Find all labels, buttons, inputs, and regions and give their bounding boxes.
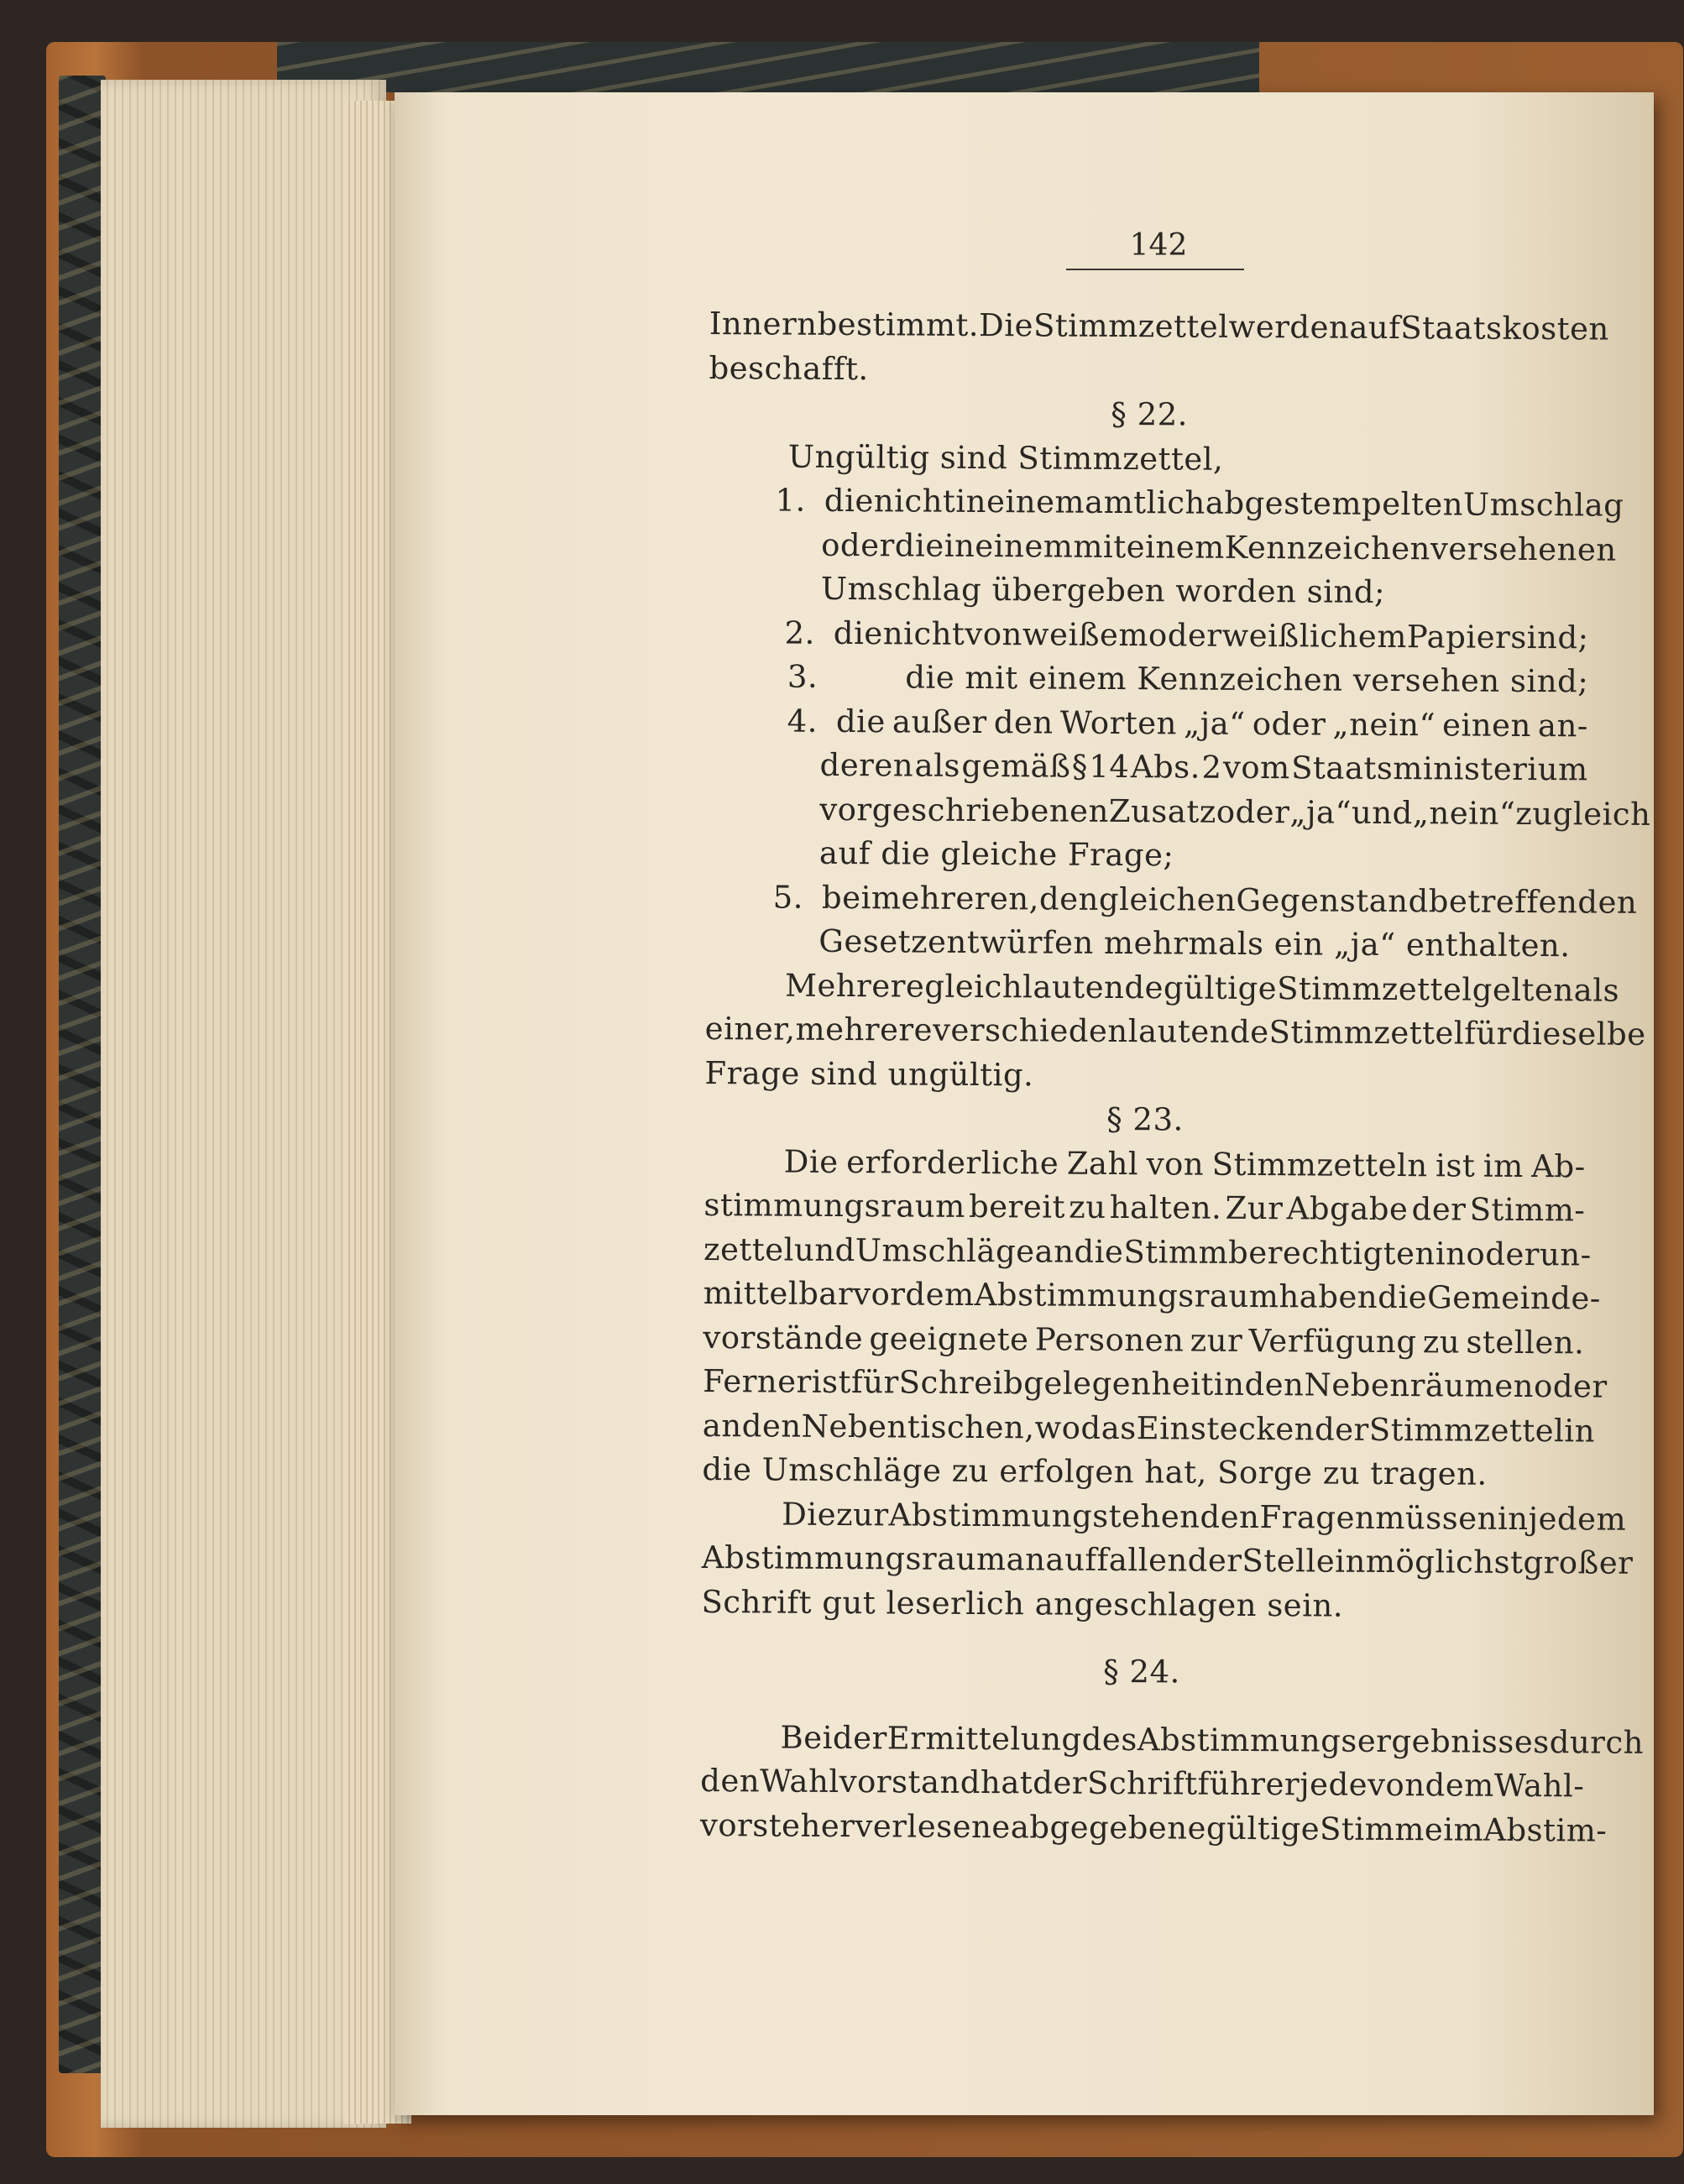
item-text: die außer den Worten „ja“ oder „nein“ einen an- [835, 703, 1589, 744]
item-text: die nicht von weißem oder weißlichem Papier sind; [833, 614, 1589, 656]
item-number: 3. [787, 658, 818, 695]
item-text: vorgeschriebenen Zusatz oder „ja“ und „nein“ zugleich [819, 791, 1651, 833]
item-text: bei mehreren, den gleichen Gegenstand betreffenden [821, 879, 1638, 921]
marbled-spine [59, 76, 106, 2073]
paragraph-line: stimmungsraum bereit zu halten. Zur Abgabe der Stimm- [703, 1186, 1586, 1229]
list-item-5 [706, 875, 1638, 924]
item-text: Gesetzentwürfen mehrmals ein „ja“ enthalten. [818, 922, 1571, 964]
section-intro: Ungültig sind Stimmzettel, [787, 438, 1224, 478]
list-item-4 [707, 698, 1588, 748]
item-number: 2. [784, 614, 815, 651]
paragraph-line: den Wahlvorstand hat der Schriftführer jede von dem Wahl- [700, 1762, 1585, 1805]
section-heading-24: § 24. [1103, 1653, 1180, 1690]
paragraph-line: Abstimmungsraum an auffallender Stelle in möglichst großer [701, 1539, 1634, 1581]
item-text: die mit einem Kennzeichen versehen sind; [905, 659, 1589, 700]
paragraph-line: Die erforderliche Zahl von Stimmzetteln ist im Ab- [783, 1143, 1586, 1184]
marbled-board-top [277, 42, 1259, 92]
list-item-2 [707, 610, 1588, 660]
item-text: die nicht in einem amtlich abgestempelten Umschlag [824, 482, 1624, 524]
item-text: auf die gleiche Frage; [818, 834, 1174, 874]
page-number: 142 [1129, 228, 1188, 263]
item-text: oder die in einem mit einem Kennzeichen versehenen [821, 526, 1617, 568]
section-heading-23: § 23. [1106, 1100, 1184, 1138]
paragraph-line: Bei der Ermittelung des Abstimmungsergebnisses durch [780, 1719, 1645, 1761]
page-stack [101, 80, 386, 2128]
item-number: 4. [787, 703, 818, 739]
paragraph-line: mittelbar vor dem Abstimmungsraum haben die Gemeinde- [703, 1274, 1601, 1317]
list-item-1 [708, 478, 1624, 528]
header-rule [1066, 269, 1244, 270]
list-item-3 [707, 655, 1588, 704]
text-line: beschafft. [709, 349, 869, 387]
paragraph-line: einer, mehrere verschieden lautende Stimmzettel für dieselbe [704, 1010, 1646, 1053]
section-heading-22: § 22. [1111, 395, 1189, 433]
paragraph-line: an den Nebentischen, wo das Einstecken der Stimmzettel in [702, 1407, 1596, 1449]
paragraph-line: die Umschläge zu erfolgen hat, Sorge zu tragen. [702, 1450, 1488, 1492]
item-text: deren als gemäß § 14 Abs. 2 vom Staatsministerium [819, 746, 1588, 788]
paragraph-line: Die zur Abstimmung stehenden Fragen müssen in jedem [782, 1496, 1627, 1538]
paragraph-line: Ferner ist für Schreibgelegenheit in den Nebenräumen oder [703, 1362, 1608, 1405]
item-text: Umschlag übergeben worden sind; [820, 570, 1386, 610]
paragraph-line: Mehrere gleichlautende gültige Stimmzettel gelten als [784, 967, 1620, 1009]
paragraph-line: vorstände geeignete Personen zur Verfügung zu stellen. [703, 1319, 1585, 1361]
paragraph-line: Schrift gut leserlich angeschlagen sein. [701, 1583, 1344, 1624]
paragraph-line: zettel und Umschläge an die Stimmberechtigten in oder un- [703, 1230, 1592, 1272]
text-line: Innern bestimmt. Die Stimmzettel werden auf Staatskosten [709, 305, 1609, 347]
page-text [699, 302, 1651, 1852]
item-number: 1. [775, 482, 807, 519]
paragraph-line: vorsteher verlesene abgegebene gültige Stimme im Abstim- [699, 1806, 1608, 1849]
item-number: 5. [772, 878, 804, 916]
paragraph-line: Frage sind ungültig. [704, 1054, 1034, 1093]
